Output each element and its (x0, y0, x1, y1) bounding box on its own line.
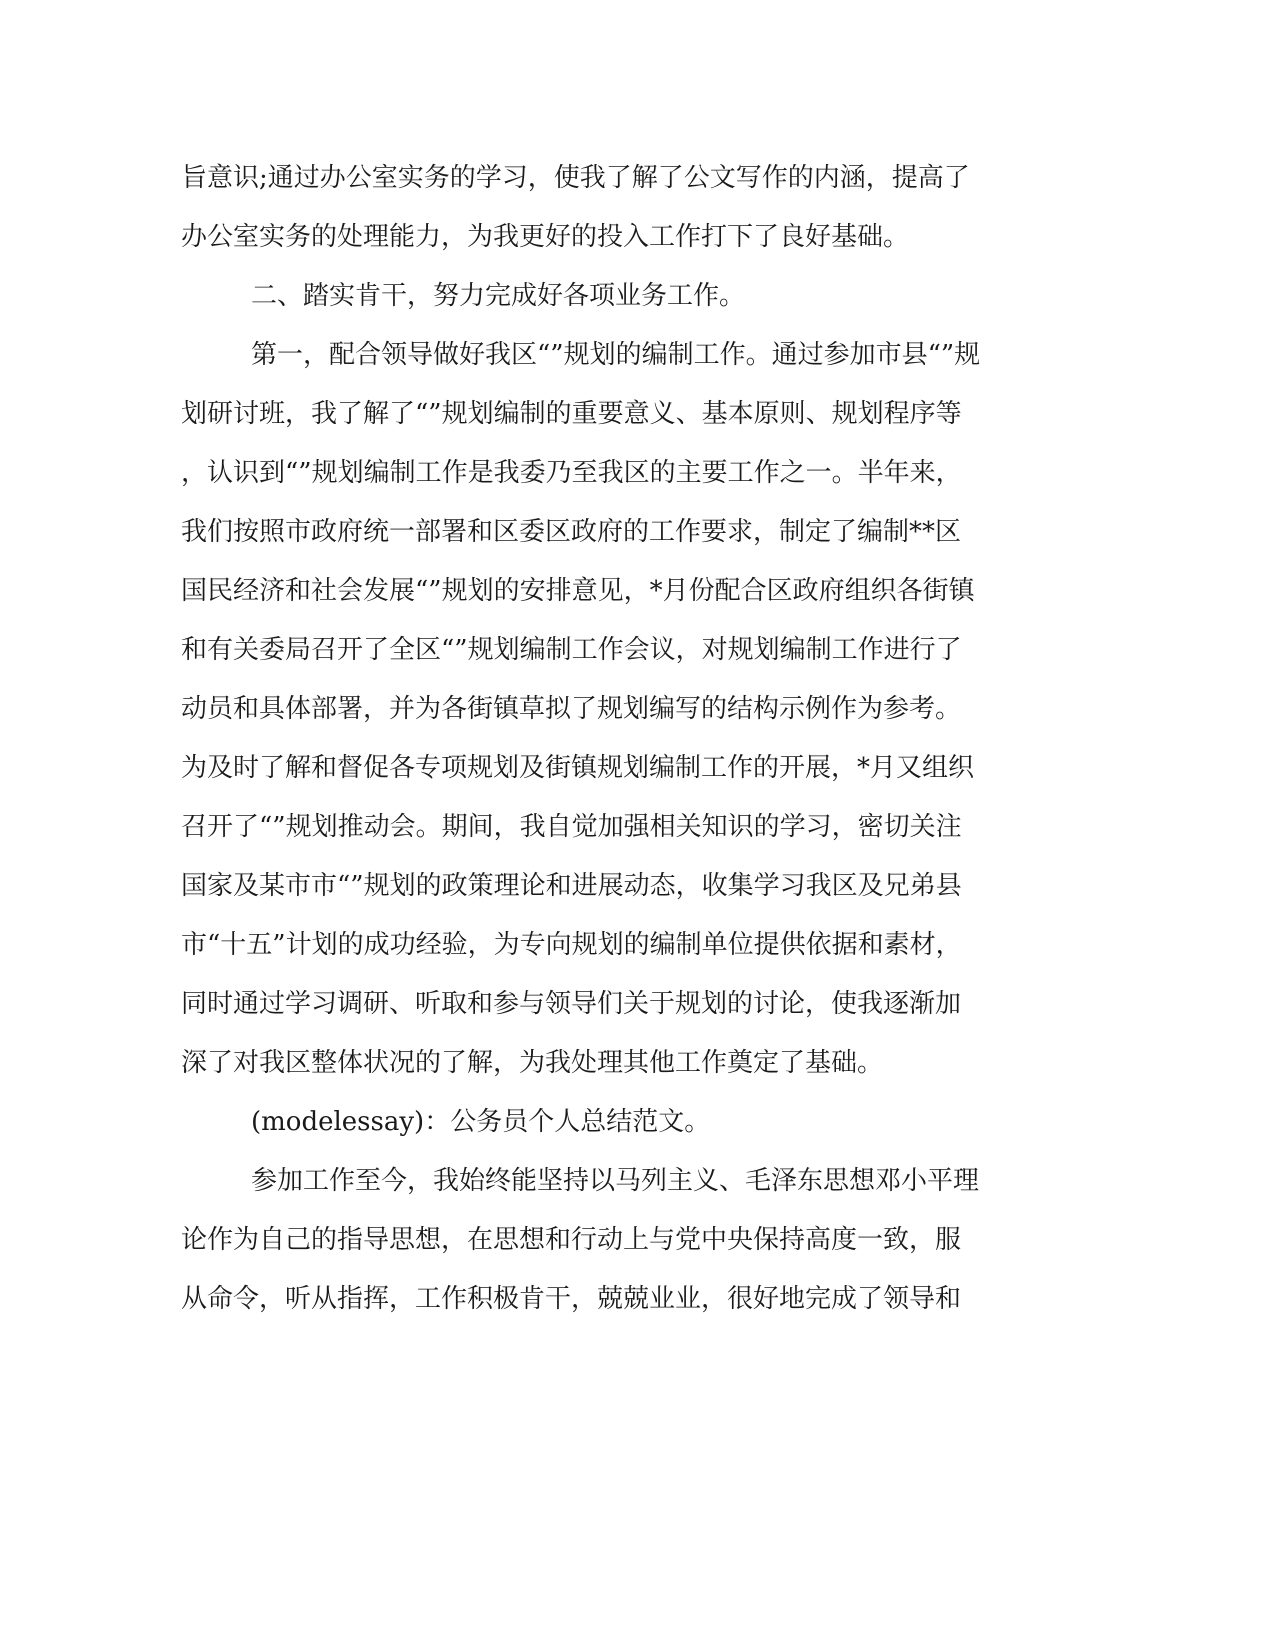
text-line: 召开了“”规划推动会。期间，我自觉加强相关知识的学习，密切关注 (181, 812, 962, 842)
text-line: 国家及某市市“”规划的政策理论和进展动态，收集学习我区及兄弟县 (181, 871, 962, 901)
text-line: 从命令，听从指挥，工作积极肯干，兢兢业业，很好地完成了领导和 (181, 1284, 962, 1314)
text-line: 参加工作至今，我始终能坚持以马列主义、毛泽东思想邓小平理 (251, 1166, 980, 1196)
text-line: 国民经济和社会发展“”规划的安排意见，*月份配合区政府组织各街镇 (181, 576, 975, 606)
text-line: 我们按照市政府统一部署和区委区政府的工作要求，制定了编制**区 (181, 517, 962, 547)
text-line: 第一，配合领导做好我区“”规划的编制工作。通过参加市县“”规 (251, 340, 981, 370)
text-line: ，认识到“”规划编制工作是我委乃至我区的主要工作之一。半年来， (181, 458, 962, 488)
text-line: 深了对我区整体状况的了解，为我处理其他工作奠定了基础。 (181, 1048, 884, 1078)
section-heading: 二、踏实肯干，努力完成好各项业务工作。 (251, 281, 746, 311)
text-line: 划研讨班，我了解了“”规划编制的重要意义、基本原则、规划程序等 (181, 399, 962, 429)
text-line: 市“十五”计划的成功经验，为专向规划的编制单位提供依据和素材， (181, 930, 962, 960)
text-line: 和有关委局召开了全区“”规划编制工作会议，对规划编制工作进行了 (181, 635, 962, 665)
section-title: (modelessay)：公务员个人总结范文。 (251, 1107, 711, 1137)
text-line: 同时通过学习调研、听取和参与领导们关于规划的讨论，使我逐渐加 (181, 989, 962, 1019)
text-line: 动员和具体部署，并为各街镇草拟了规划编写的结构示例作为参考。 (181, 694, 962, 724)
text-line: 为及时了解和督促各专项规划及街镇规划编制工作的开展，*月又组织 (181, 753, 975, 783)
text-line: 办公室实务的处理能力，为我更好的投入工作打下了良好基础。 (181, 222, 910, 252)
text-line: 论作为自己的指导思想，在思想和行动上与党中央保持高度一致，服 (181, 1225, 962, 1255)
text-line: 旨意识;通过办公室实务的学习，使我了解了公文写作的内涵，提高了 (181, 163, 970, 193)
